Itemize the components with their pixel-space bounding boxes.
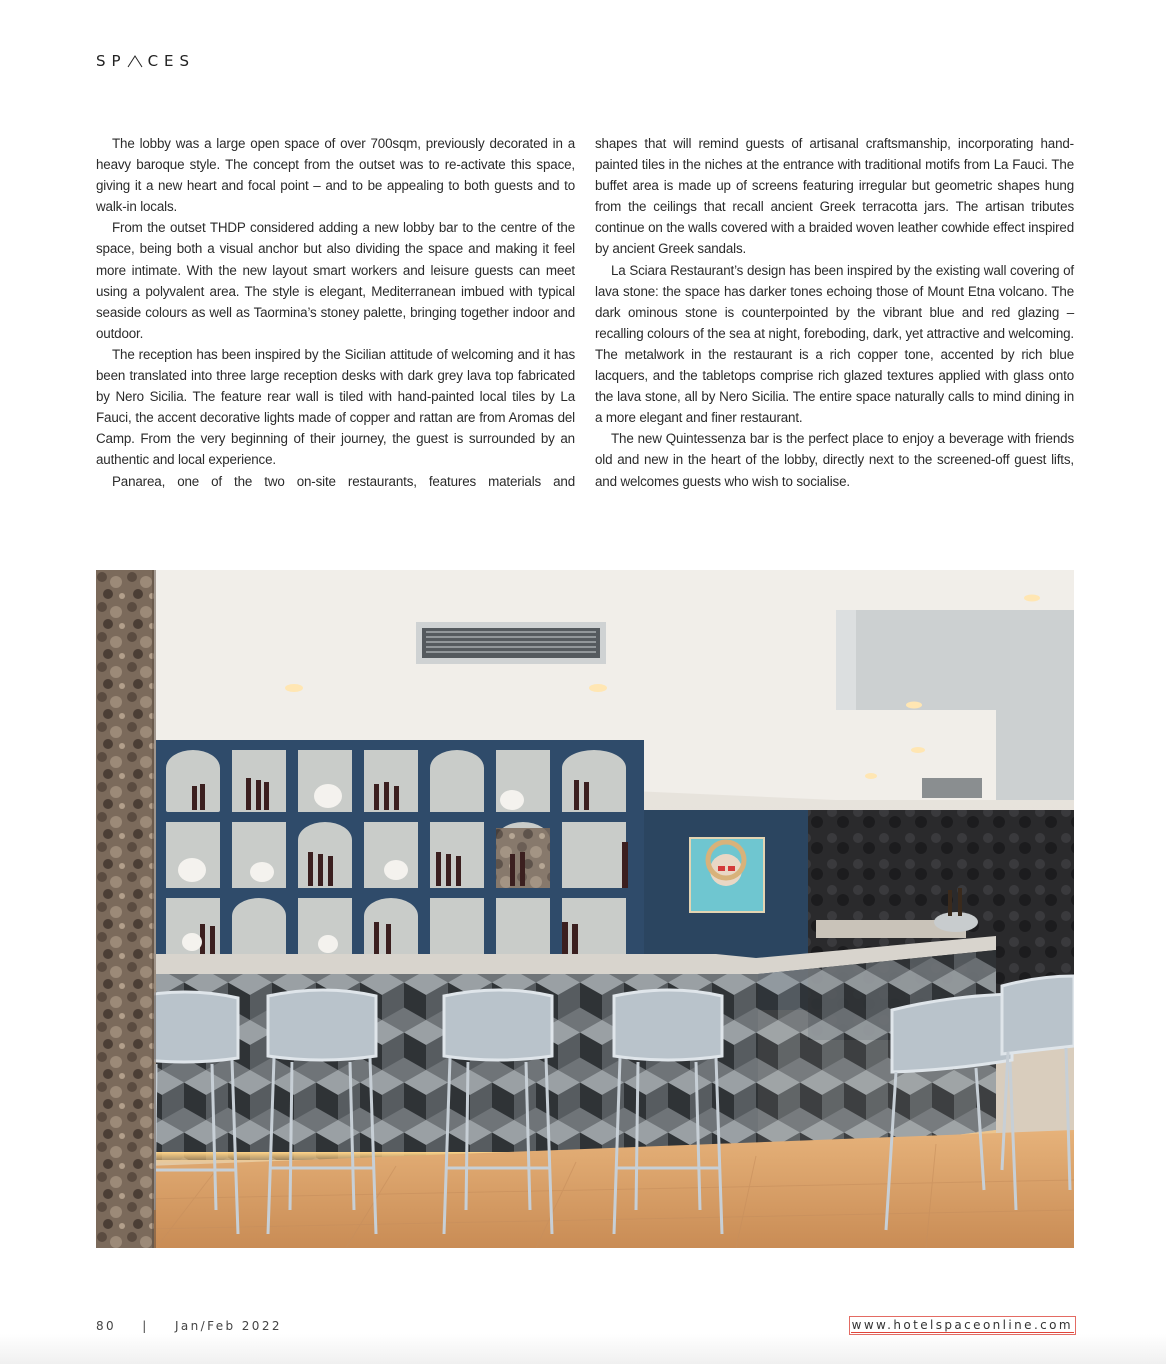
bar-interior-illustration <box>96 570 1074 1248</box>
paragraph-continuation: shapes that will remind guests of artisanal craftsmanship, incorporating hand-painted tiles in the niches at the entrance with traditional motifs from La Fauci. The buffet area is made up of screens featuring irregular but geometric shapes hung from the ceilings that recall ancient Greek terracotta jars. The artisan tributes continue on the walls covered with a braided woven leather cowhide effect inspired by ancient Greek sandals. <box>595 136 1074 257</box>
logo-a-mark-icon <box>127 54 143 68</box>
issue-date: Jan/Feb 2022 <box>174 1318 282 1333</box>
paragraph: From the outset THDP considered adding a new lobby bar to the centre of the space, being both a visual anchor but also dividing the space and making it feel more intimate. With the new layout smart workers and leisure guests can meet using a polyvalent area. The style is elegant, Mediterranean imbued with typical seaside colours as well as Taormina’s stoney palette, bringing together indoor and outdoor. <box>96 220 575 341</box>
paragraph: The new Quintessenza bar is the perfect place to enjoy a beverage with friends old and new in the heart of the lobby, directly next to the screened-off guest lifts, and welcomes guests who wish to socialise. <box>595 431 1074 489</box>
footer-separator: | <box>142 1318 149 1333</box>
paragraph: La Sciara Restaurant’s design has been inspired by the existing wall covering of lava stone: the space has darker tones echoing those of Mount Etna volcano. The dark ominous stone is counterpointed by the vibrant blue and red glazing – recalling colours of the sea at night, foreboding, dark, yet attractive and welcoming. The metalwork in the restaurant is a rich copper tone, accented by rich blue lacquers, and the tabletops comprise rich glazed textures applied with glass onto the lava stone, all by Nero Sicilia. The entire space naturally calls to mind dining in a more elegant and finer restaurant. <box>595 262 1074 426</box>
bottom-shadow <box>0 1334 1166 1364</box>
paragraph: The reception has been inspired by the Sicilian attitude of welcoming and it has been translated into three large reception desks with dark grey lava top fabricated by Nero Sicilia. The feature rear wall is tiled with hand-painted local tiles by La Fauci, the accent decorative lights made of copper and rattan are from Aromas del Camp. From the very beginning of their journey, the guest is surrounded by an authentic and local experience. <box>96 346 575 468</box>
bar-interior-photo <box>96 570 1074 1248</box>
article-column-right <box>595 133 1074 492</box>
article-column-left <box>96 133 575 492</box>
website-link[interactable]: www.hotelspaceonline.com <box>851 1318 1073 1332</box>
paragraph: Panarea, one of the two on-site restaurants, features materials and <box>112 473 575 489</box>
page-footer <box>96 1318 1074 1333</box>
logo-text-end: CES <box>147 52 196 70</box>
footer-issue-info <box>96 1319 282 1333</box>
paragraph: The lobby was a large open space of over 700sqm, previously decorated in a heavy baroque style. The concept from the outset was to re-activate this space, giving it a new heart and focal point – and to be appealing to both guests and to walk-in locals. <box>96 136 575 215</box>
magazine-logo <box>96 52 195 70</box>
article-body <box>96 133 1074 492</box>
logo-text-start: SP <box>96 52 127 70</box>
page-number: 80 <box>96 1318 117 1333</box>
